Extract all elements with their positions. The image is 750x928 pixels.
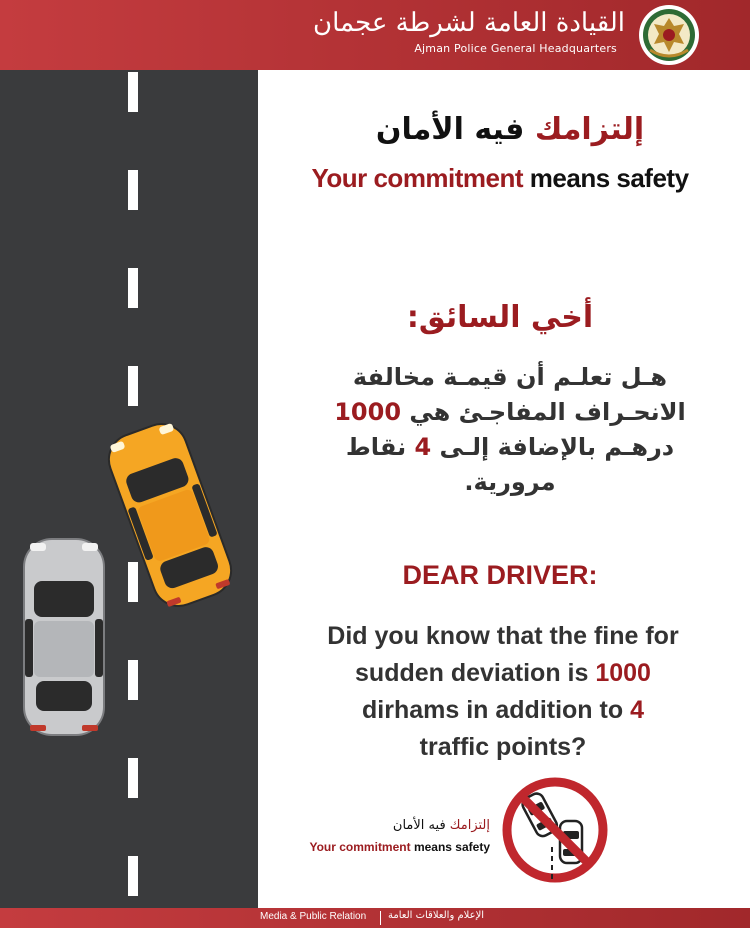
lane-marking: [128, 268, 138, 308]
yellow-car-icon: [95, 415, 245, 615]
message-arabic-line: هـل تعلـم أن قيمـة مخالفة: [352, 363, 668, 391]
message-english-line: Did you know that the fine for: [327, 622, 679, 650]
message-english-line: traffic points?: [419, 733, 587, 761]
slogan-arabic: [330, 818, 490, 833]
message-arabic: [300, 360, 720, 500]
lane-marking: [128, 660, 138, 700]
silver-car-icon: [14, 535, 114, 740]
headline-english-black: means safety: [523, 163, 689, 193]
org-name-english: Ajman Police General Headquarters: [414, 42, 617, 55]
text-segment: sudden deviation is: [355, 659, 596, 687]
headline-english: [290, 163, 710, 194]
footer-arabic: الإعلام والعلاقات العامة: [388, 910, 485, 921]
message-arabic-line: [300, 430, 720, 465]
header-bar: [0, 0, 750, 70]
footer-separator: [380, 911, 381, 925]
text-segment: نقاط: [345, 433, 415, 461]
lane-marking: [128, 72, 138, 112]
lane-marking: [128, 366, 138, 406]
slogan-english: [300, 840, 490, 854]
headline-english-red: Your commitment: [311, 163, 524, 193]
slogan-english-black: means safety: [410, 840, 490, 854]
message-english-line: [298, 692, 708, 729]
message-english: [298, 618, 708, 766]
fine-amount-arabic: 1000: [334, 398, 402, 426]
org-name-arabic: القيادة العامة لشرطة عجمان: [313, 8, 625, 38]
headline-arabic-black: فيه الأمان: [375, 112, 535, 147]
slogan-arabic-red: إلتزامك: [449, 818, 490, 833]
points-english: 4: [630, 696, 644, 724]
message-english-line: [298, 655, 708, 692]
text-segment: الانحـراف المفاجـئ هي: [401, 398, 686, 426]
no-sudden-deviation-icon: [500, 775, 610, 885]
footer-bar: [0, 908, 750, 928]
lane-marking: [128, 856, 138, 896]
police-emblem-icon: [638, 4, 700, 66]
points-arabic: 4: [414, 433, 432, 461]
text-segment: درهـم بالإضافة إلـى: [431, 433, 675, 461]
headline-arabic: [300, 112, 720, 147]
slogan-arabic-black: فيه الأمان: [392, 818, 450, 833]
headline-arabic-red: إلتزامك: [534, 112, 645, 147]
lane-marking: [128, 758, 138, 798]
lane-marking: [128, 170, 138, 210]
text-segment: dirhams in addition to: [362, 696, 631, 724]
greeting-english: DEAR DRIVER:: [402, 560, 598, 590]
footer-english: Media & Public Relation: [260, 911, 367, 922]
message-arabic-line: مرورية.: [464, 468, 556, 496]
greeting-arabic: أخي السائق:: [406, 300, 594, 335]
fine-amount-english: 1000: [595, 659, 651, 687]
slogan-english-red: Your commitment: [309, 840, 411, 854]
message-arabic-line: [300, 395, 720, 430]
